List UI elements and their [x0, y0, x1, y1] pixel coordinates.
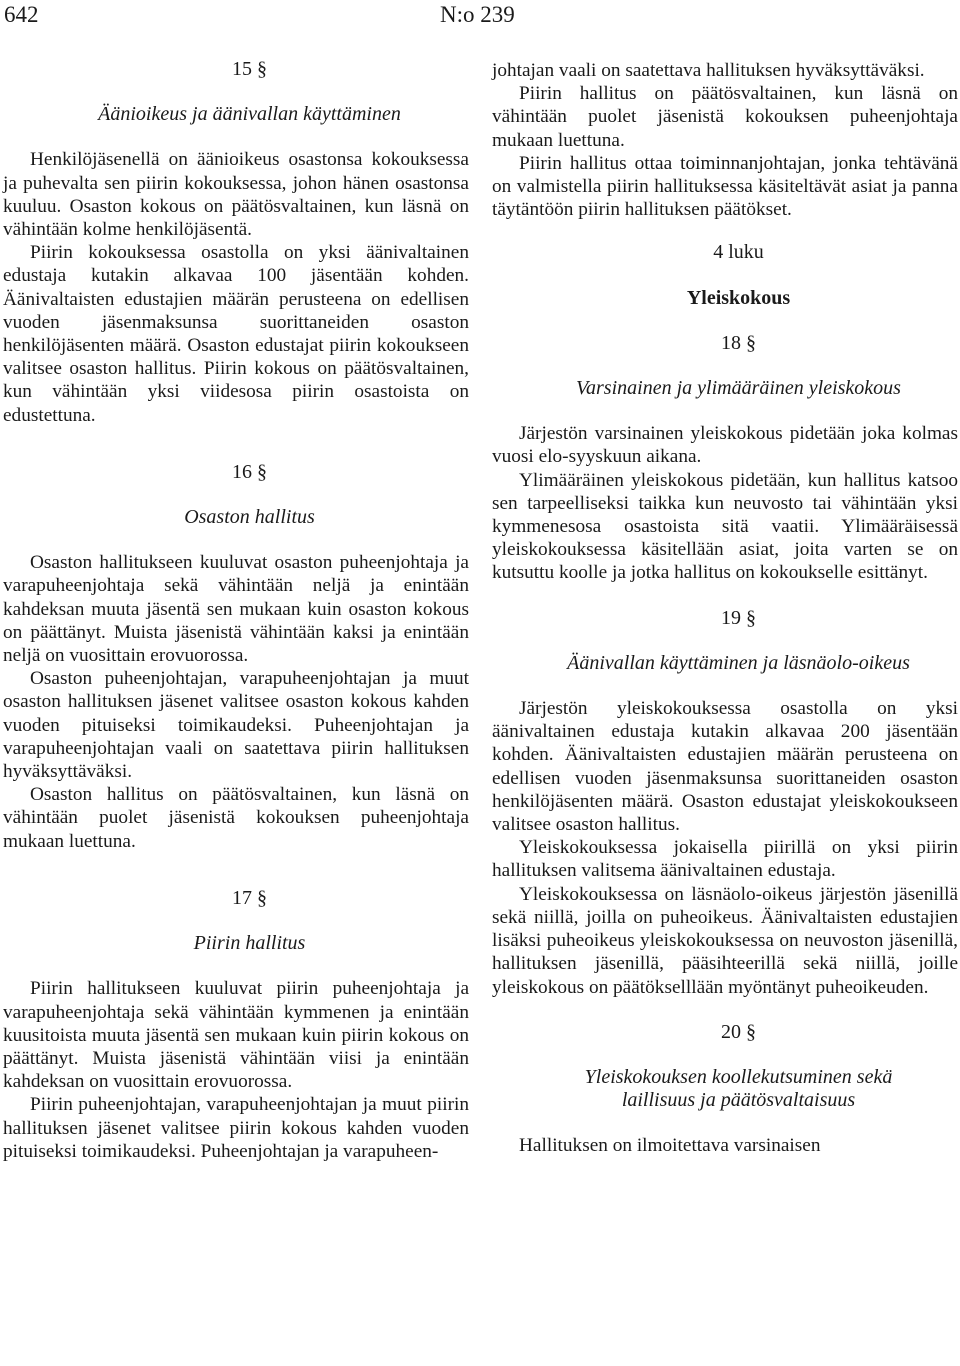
section-19-paragraph-3: Yleiskokouksessa on läsnäolo-oikeus järjestön jäsenillä sekä niillä, joilla on puheoikeus. Äänivaltaisten edustajien lisäksi puheoikeus yleiskokouksessa on neuvoston jäsenillä, hallituksen jäsenillä, pääsihteerillä sekä niillä, joille yleiskokous on päätökselllään myöntänyt puheoikeuden.: [492, 883, 958, 998]
section-16-paragraph-2: Osaston puheenjohtajan, varapuheenjohtajan ja muut osaston hallituksen jäsenet valitsee osaston kokous kahden vuoden pituiseksi toimikaudeksi. Puheenjohtajan ja varapuheenjohtajan vaali on saatettava piirin hallituksen hyväksyttäväksi.: [3, 668, 469, 783]
section-15-title: Äänioikeus ja äänivallan käyttäminen: [98, 103, 401, 126]
section-17-paragraph-2: Piirin puheenjohtajan, varapuheenjohtajan ja muut piirin hallituksen jäsenet valitsee piirin kokous kahden vuoden pituiseksi toimikaudeksi. Puheenjohtajan ja varapuheen-: [3, 1094, 469, 1162]
section-17-paragraph-3: Piirin hallitus on päätösvaltainen, kun läsnä on vähintään puolet jäsenistä kokouksen puheenjohtaja mukaan luettuna.: [492, 83, 958, 151]
section-19-paragraph-2: Yleiskokouksessa jokaisella piirillä on yksi piirin hallituksen valitsema äänivaltainen edustaja.: [492, 837, 958, 882]
section-16-paragraph-3: Osaston hallitus on päätösvaltainen, kun läsnä on vähintään puolet jäsenistä kokouksen puheenjohtaja mukaan luettuna.: [3, 784, 469, 852]
section-18-paragraph-1: Järjestön varsinainen yleiskokous pidetään joka kolmas vuosi elo-syyskuun aikana.: [492, 423, 958, 468]
section-20-title-line-1: Yleiskokouksen koollekutsuminen sekä: [584, 1065, 893, 1088]
page-header: [0, 0, 960, 30]
section-18-paragraph-2: Ylimääräinen yleiskokous pidetään, kun hallitus katsoo sen tarpeelliseksi taikka kun neuvosto tai vähintään yksi kymmenesosa osastoista sitä vaatii. Ylimääräisessä yleiskokouksessa käsitellään asiat, joita varten se on kutsuttu koolle ja jotka hallitus on kokoukselle esittänyt.: [492, 469, 958, 584]
section-16-title: Osaston hallitus: [184, 506, 315, 529]
section-18-title: Varsinainen ja ylimääräinen yleiskokous: [576, 377, 901, 400]
section-19-paragraph-1: Järjestön yleiskokouksessa osastolla on yksi äänivaltainen edustaja kutakin alkavaa 200 jäsentään kohden. Äänivaltaisten edustajien määrän perusteena on edellisen vuoden jäsenmaksunsa suorittaneiden osaston henkilöjäsenten määrä. Osaston edustajat yleiskokoukseen valitsee osaston hallitus.: [492, 698, 958, 836]
section-15-number: 15 §: [232, 58, 267, 80]
section-16-number: 16 §: [232, 460, 267, 483]
left-column: [3, 58, 469, 1163]
section-20-paragraph-1: Hallituksen on ilmoitettava varsinaisen: [519, 1135, 821, 1157]
section-20-number: 20 §: [721, 1020, 756, 1043]
chapter-title: Yleiskokous: [686, 286, 791, 309]
issue-number: N:o 239: [440, 2, 515, 27]
section-16-paragraph-1: Osaston hallitukseen kuuluvat osaston puheenjohtaja ja varapuheenjohtaja sekä vähintään neljä ja enintään kahdeksan muuta jäsentä sen mukaan kuin osaston kokous on päättänyt. Muista jäsenistä vähintään kaksi ja enintään neljä on vuosittain erovuorossa.: [3, 552, 469, 667]
section-15-paragraph-1: Henkilöjäsenellä on äänioikeus osastonsa kokouksessa ja puhevalta sen piirin kokouksessa, johon hänen osastonsa kuuluu. Osaston kokous on päätösvaltainen, kun läsnä on vähintään kolme henkilöjäsentä.: [3, 149, 469, 241]
section-17-title: Piirin hallitus: [193, 932, 306, 955]
section-20-title-line-2: laillisuus ja päätösvaltaisuus: [621, 1089, 856, 1112]
right-column: [492, 59, 958, 1158]
section-19-title: Äänivallan käyttäminen ja läsnäolo-oikeus: [567, 651, 910, 674]
section-17-number: 17 §: [232, 886, 267, 909]
section-17-continuation: johtajan vaali on saatettava hallituksen hyväksyttäväksi.: [492, 60, 925, 81]
chapter-number: 4 luku: [713, 241, 764, 264]
section-15-paragraph-2: Piirin kokouksessa osastolla on yksi äänivaltainen edustaja kutakin alkavaa 100 jäsentään kohden. Äänivaltaisten edustajien määrän perusteena on edellisen vuoden jäsenmaksunsa suorittaneiden osaston henkilöjäsenten määrä. Osaston edustajat piirin kokoukseen valitsee osaston hallitus. Piirin kokous on päätösvaltainen, kun vähintään yksi viidesosa piirin osastoista on edustettuna.: [3, 242, 469, 426]
section-18-number: 18 §: [721, 331, 756, 354]
page-number: 642: [4, 2, 39, 27]
section-19-number: 19 §: [721, 606, 756, 629]
section-17-paragraph-1: Piirin hallitukseen kuuluvat piirin puheenjohtaja ja varapuheenjohtaja sekä vähintään kymmenen ja enintään kuusitoista muuta jäsentä sen mukaan kuin piirin kokous on päättänyt. Muista jäsenistä vähintään viisi ja enintään kahdeksan on vuosittain erovuorossa.: [3, 978, 469, 1093]
section-17-paragraph-4: Piirin hallitus ottaa toiminnanjohtajan, jonka tehtävänä on valmistella piirin hallituksessa käsiteltävät asiat ja panna täytäntöön piirin hallituksen päätökset.: [492, 152, 958, 221]
